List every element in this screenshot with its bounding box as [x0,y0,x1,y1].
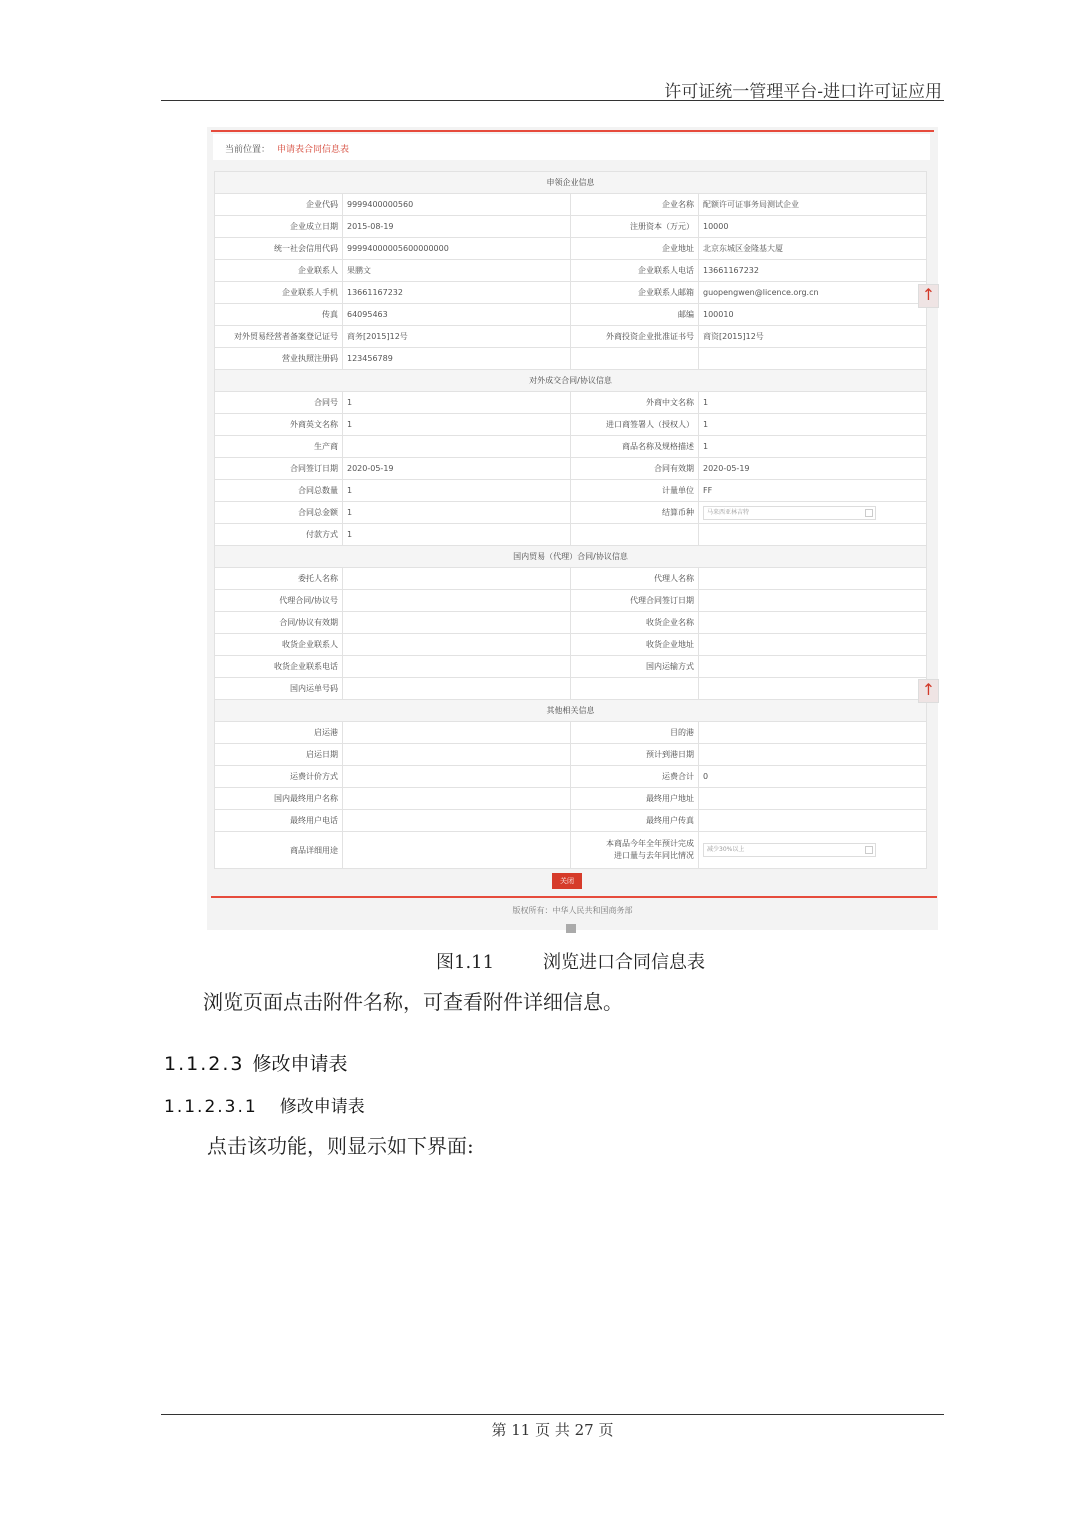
field-value: 10000 [699,216,927,238]
field-label: 外商投资企业批准证书号 [571,326,699,348]
field-value [699,634,927,656]
field-value [343,612,571,634]
field-value: 13661167232 [343,282,571,304]
back-to-top-icon[interactable]: ↑ [918,284,939,308]
table-row [215,722,927,744]
table-row [215,458,927,480]
section-header-row [215,370,927,392]
field-value: 100010 [699,304,927,326]
table-row [215,304,927,326]
field-label: 合同签订日期 [215,458,343,480]
caption-number: 图1.11 [436,952,495,973]
section-title: 国内贸易（代理）合同/协议信息 [215,546,927,568]
field-value [699,612,927,634]
field-label: 合同总金额 [215,502,343,524]
trend-dropdown[interactable] [703,843,876,857]
field-value [343,832,571,869]
trend-value: 减少30%以上 [707,846,745,853]
field-value: 北京东城区金隆基大厦 [699,238,927,260]
table-row [215,766,927,788]
table-row [215,260,927,282]
field-label: 收货企业地址 [571,634,699,656]
field-value [699,590,927,612]
currency-select[interactable] [699,502,927,524]
field-value: 配额许可证事务局测试企业 [699,194,927,216]
field-label: 启运日期 [215,744,343,766]
label-line: 进口量与去年同比情况 [614,851,694,860]
field-label: 启运港 [215,722,343,744]
field-label: 最终用户地址 [571,788,699,810]
field-value: 1 [699,414,927,436]
header-title: 许可证统一管理平台-进口许可证应用 [664,82,942,102]
field-label: 企业联系人手机 [215,282,343,304]
field-value: 1 [343,502,571,524]
field-value: 1 [699,392,927,414]
label-line: 本商品今年全年预计完成 [606,839,694,848]
field-value: FF [699,480,927,502]
field-label: 企业联系人电话 [571,260,699,282]
field-value: 1 [343,414,571,436]
table-row [215,348,927,370]
section-header-row [215,546,927,568]
field-label: 对外贸易经营者备案登记证号 [215,326,343,348]
table-row [215,788,927,810]
field-label: 运费计价方式 [215,766,343,788]
breadcrumb [213,134,930,160]
field-label: 付款方式 [215,524,343,546]
field-value [699,524,927,546]
field-value [343,678,571,700]
field-label: 收货企业联系电话 [215,656,343,678]
body-paragraph: 点击该功能，则显示如下界面: [207,1134,474,1158]
body-paragraph: 浏览页面点击附件名称，可查看附件详细信息。 [203,990,623,1014]
bottom-accent-line [211,896,937,898]
field-label: 合同号 [215,392,343,414]
currency-dropdown[interactable] [703,506,876,520]
subsection-number: 1.1.2.3.1 [164,1097,258,1117]
field-value [343,436,571,458]
field-value: 1 [343,392,571,414]
table-row [215,282,927,304]
section-heading [164,1049,348,1076]
field-value [699,810,927,832]
field-label: 企业名称 [571,194,699,216]
field-label: 代理合同/协议号 [215,590,343,612]
table-row [215,810,927,832]
subsection-title: 修改申请表 [279,1097,365,1117]
field-label [571,348,699,370]
table-row [215,480,927,502]
table-row [215,238,927,260]
page-header [161,74,944,101]
field-label: 传真 [215,304,343,326]
section-title: 申领企业信息 [215,172,927,194]
subsection-heading [164,1092,365,1117]
section-header-row [215,172,927,194]
table-row [215,436,927,458]
table-row [215,326,927,348]
field-value: 商资[2015]12号 [699,326,927,348]
field-label: 企业成立日期 [215,216,343,238]
currency-value: 马来西亚林吉特 [707,508,750,516]
field-value [699,788,927,810]
field-value: 99994000005600000000 [343,238,571,260]
field-label: 国内运输方式 [571,656,699,678]
field-label: 外商中文名称 [571,392,699,414]
table-row [215,502,927,524]
table-row [215,656,927,678]
table-row [215,678,927,700]
field-value [343,656,571,678]
caption-text: 浏览进口合同信息表 [543,952,705,973]
field-value: 123456789 [343,348,571,370]
field-value [699,568,927,590]
section-title: 修改申请表 [252,1053,348,1075]
field-value: 0 [699,766,927,788]
field-value [343,590,571,612]
field-label: 生产商 [215,436,343,458]
field-label: 国内最终用户名称 [215,788,343,810]
field-label: 委托人名称 [215,568,343,590]
field-label: 企业地址 [571,238,699,260]
field-value: 1 [699,436,927,458]
chevron-down-icon [865,509,873,517]
field-value [343,722,571,744]
field-value [699,722,927,744]
table-row [215,590,927,612]
copyright-text: 版权所有：中华人民共和国商务部 [512,906,633,915]
field-label [571,832,699,869]
field-label: 统一社会信用代码 [215,238,343,260]
field-value [699,678,927,700]
contract-info-table [214,171,927,869]
close-button[interactable]: 关闭 [552,873,582,889]
table-row [215,414,927,436]
field-value: 2020-05-19 [699,458,927,480]
section-number: 1.1.2.3 [164,1053,245,1075]
breadcrumb-current[interactable]: 申请表合同信息表 [277,145,350,155]
field-value [699,656,927,678]
field-value: 64095463 [343,304,571,326]
field-label: 企业联系人 [215,260,343,282]
section-header-row [215,700,927,722]
field-label: 企业代码 [215,194,343,216]
page-footer [161,1414,944,1439]
field-value: guopengwen@licence.org.cn [699,282,927,304]
field-label: 最终用户电话 [215,810,343,832]
page-number: 第 11 页 共 27 页 [491,1421,614,1439]
field-value [343,788,571,810]
field-label: 计量单位 [571,480,699,502]
field-label: 商品名称及规格描述 [571,436,699,458]
section-title: 对外成交合同/协议信息 [215,370,927,392]
field-value [343,744,571,766]
field-label: 邮编 [571,304,699,326]
scroll-marker [566,924,576,933]
table-row [215,216,927,238]
field-value: 1 [343,524,571,546]
section-title: 其他相关信息 [215,700,927,722]
field-value: 1 [343,480,571,502]
field-value [699,348,927,370]
table-row [215,194,927,216]
field-value [343,568,571,590]
table-row [215,832,927,869]
field-value: 果鹏文 [343,260,571,282]
field-label [571,524,699,546]
table-row [215,524,927,546]
back-to-top-icon[interactable]: ↑ [918,679,939,703]
field-label: 合同总数量 [215,480,343,502]
field-label: 结算币种 [571,502,699,524]
field-value [343,810,571,832]
field-label: 营业执照注册码 [215,348,343,370]
field-label: 预计到港日期 [571,744,699,766]
field-value [699,744,927,766]
field-value: 2015-08-19 [343,216,571,238]
field-label: 代理人名称 [571,568,699,590]
field-label [571,678,699,700]
field-label: 外商英文名称 [215,414,343,436]
table-row [215,744,927,766]
field-value: 商务[2015]12号 [343,326,571,348]
breadcrumb-label: 当前位置： [225,145,271,155]
field-label: 商品详细用途 [215,832,343,869]
table-row [215,634,927,656]
trend-select[interactable] [699,832,927,869]
field-label: 收货企业联系人 [215,634,343,656]
field-label: 国内运单号码 [215,678,343,700]
field-value: 9999400000560 [343,194,571,216]
field-label: 最终用户传真 [571,810,699,832]
field-label: 目的港 [571,722,699,744]
field-label: 注册资本（万元） [571,216,699,238]
table-row [215,568,927,590]
field-label: 合同有效期 [571,458,699,480]
field-label: 收货企业名称 [571,612,699,634]
field-value [343,634,571,656]
field-label: 代理合同签订日期 [571,590,699,612]
field-value [343,766,571,788]
field-label: 合同/协议有效期 [215,612,343,634]
field-label: 企业联系人邮箱 [571,282,699,304]
field-label: 运费合计 [571,766,699,788]
table-row [215,612,927,634]
table-row [215,392,927,414]
top-accent-line [211,130,934,132]
field-label: 进口商签署人（授权人） [571,414,699,436]
chevron-down-icon [865,846,873,854]
field-value: 2020-05-19 [343,458,571,480]
field-value: 13661167232 [699,260,927,282]
